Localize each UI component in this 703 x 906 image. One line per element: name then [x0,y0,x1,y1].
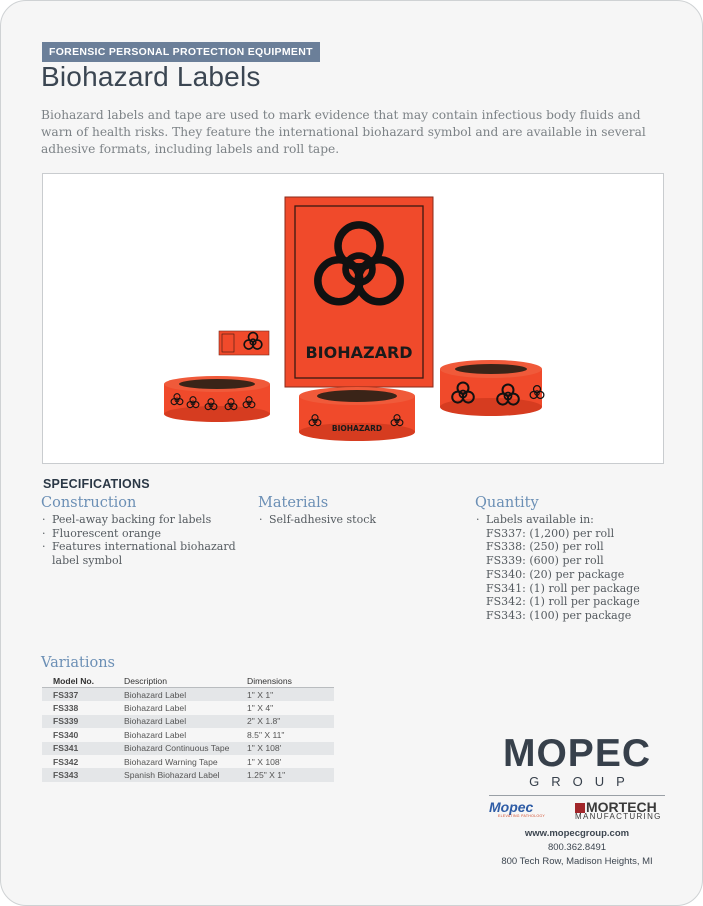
column-header: Dimensions [236,674,334,688]
category-banner: FORENSIC PERSONAL PROTECTION EQUIPMENT [42,42,320,62]
materials-column [258,495,458,527]
materials-heading: Materials [258,495,329,511]
mortech-tagline: MANUFACTURING [575,812,662,821]
model-cell: FS339 [42,715,113,728]
list-item: label symbol [52,554,123,568]
column-header: Description [113,674,236,688]
column-header: Model No. [42,674,113,688]
table-row [42,688,334,702]
description-cell: Spanish Biohazard Label [113,768,236,781]
intro-paragraph: Biohazard labels and tape are used to mark evidence that may contain infectious body fluids and warn of health risks. They feature the international biohazard symbol and are available in several adhesive formats, including labels and roll tape. [41,108,646,156]
website-link[interactable]: www.mopecgroup.com [524,828,630,839]
product-photo-illustration [43,174,663,463]
model-cell: FS337 [42,688,113,702]
logo-divider [489,795,665,796]
table-row [42,742,334,755]
mopec-logo: Mopec [489,799,534,815]
list-item: FS343: (100) per package [486,608,632,622]
tape-text: BIOHAZARD [331,424,383,433]
dimensions-cell: 1" X 1" [236,688,334,702]
variations-table [42,674,334,782]
construction-column [41,495,241,568]
list-item: · Peel-away backing for labels [41,513,241,527]
list-item: · Features international biohazard [41,540,241,554]
dimensions-cell: 1.25" X 1" [236,768,334,781]
tape-roll-right [440,360,544,416]
contact-block [489,827,665,869]
dimensions-cell: 1" X 108' [247,756,282,767]
construction-heading: Construction [41,495,137,511]
sub-brand-logos [489,799,665,821]
mopec-group-logo [489,734,665,796]
table-row [42,728,334,741]
mopec-tagline: ELEVATING PATHOLOGY [498,814,546,818]
model-cell: FS341 [42,742,113,755]
dimensions-cell: 8.5" X 11" [247,729,285,740]
description-cell: Biohazard Warning Tape [124,756,218,767]
table-row [42,715,334,728]
model-cell: FS338 [53,703,79,714]
list-item: FS337: (1,200) per roll [486,526,615,540]
list-item: FS338: (250) per roll [486,540,604,554]
page-title: Biohazard Labels [41,61,261,92]
small-label [219,331,269,355]
list-item: FS339: (600) per roll [486,554,604,568]
logo-subtitle: GROUP [529,774,637,789]
description-cell: Biohazard Label [113,715,236,728]
quantity-heading: Quantity [475,495,539,511]
quantity-column [475,495,685,623]
model-cell: FS343 [42,768,113,781]
list-item: · Labels available in: [475,513,685,527]
description-cell: Biohazard Label [124,729,187,740]
dimensions-cell: 1" X 4" [247,703,274,714]
table-header-row [42,674,334,688]
table-row [42,755,334,768]
tape-roll-center [299,387,415,441]
description-cell: Biohazard Label [113,688,236,702]
description-cell: Biohazard Label [124,703,187,714]
dimensions-cell: 1" X 108' [236,742,334,755]
address: 800 Tech Row, Madison Heights, MI [501,856,653,867]
logo-wordmark: MOPEC [502,732,651,775]
list-item: FS341: (1) roll per package [486,581,640,595]
mortech-wordmark: MORTECH [586,799,657,815]
table-row [42,701,334,714]
list-item: · Fluorescent orange [41,527,241,541]
tape-roll-left [164,376,270,422]
table-row [42,768,334,781]
sign-text: BIOHAZARD [305,343,413,362]
description-cell: Biohazard Continuous Tape [113,742,236,755]
model-cell: FS340 [53,729,79,740]
dimensions-cell: 2" X 1.8" [236,715,334,728]
specifications-heading: SPECIFICATIONS [43,477,150,491]
phone-number: 800.362.8491 [547,842,607,853]
model-cell: FS342 [53,756,79,767]
list-item: · Self-adhesive stock [258,513,458,527]
list-item: FS342: (1) roll per package [486,595,640,609]
variations-heading: Variations [41,655,115,671]
biohazard-sign [285,197,433,387]
list-item: FS340: (20) per package [486,567,625,581]
product-photo [42,173,664,464]
